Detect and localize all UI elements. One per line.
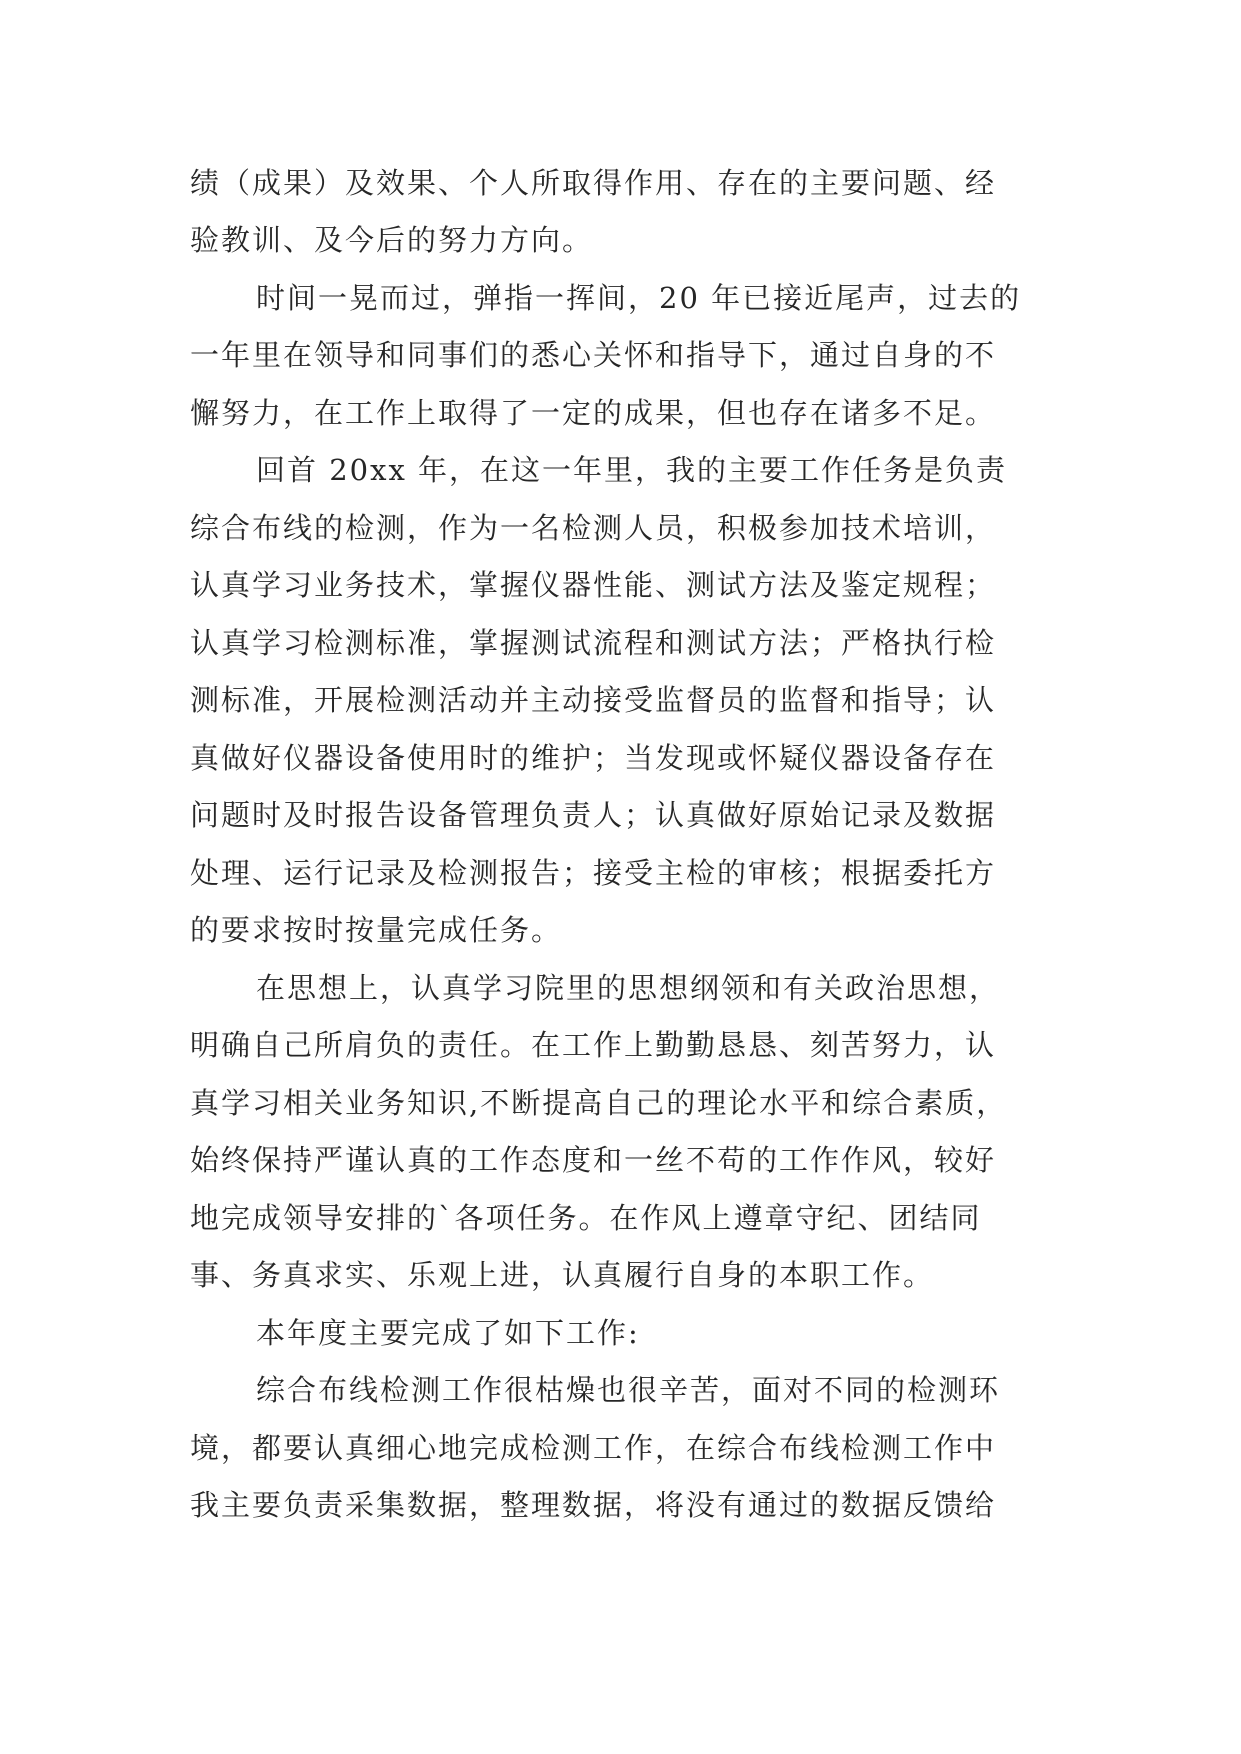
text-line: 始终保持严谨认真的工作态度和一丝不苟的工作作风，较好 [190,1143,997,1177]
text-line: 验教训、及今后的努力方向。 [190,223,594,257]
text-line: 回首 20xx 年，在这一年里，我的主要工作任务是负责 [256,453,1008,487]
text-line: 综合布线的检测，作为一名检测人员，积极参加技术培训， [190,511,997,545]
text-line: 真学习相关业务知识,不断提高自己的理论水平和综合素质， [190,1086,1008,1120]
text-line: 本年度主要完成了如下工作: [256,1316,640,1350]
text-line: 认真学习检测标准，掌握测试流程和测试方法；严格执行检 [190,626,997,660]
text-line: 问题时及时报告设备管理负责人；认真做好原始记录及数据 [190,798,997,832]
text-line: 懈努力，在工作上取得了一定的成果，但也存在诸多不足。 [190,396,997,430]
text-line: 事、务真求实、乐观上进，认真履行自身的本职工作。 [190,1258,935,1292]
text-line: 境，都要认真细心地完成检测工作，在综合布线检测工作中 [190,1431,997,1465]
text-line: 处理、运行记录及检测报告；接受主检的审核；根据委托方 [190,856,997,890]
text-line: 在思想上，认真学习院里的思想纲领和有关政治思想， [256,971,1001,1005]
text-line: 测标准，开展检测活动并主动接受监督员的监督和指导；认 [190,683,997,717]
text-line: 我主要负责采集数据，整理数据，将没有通过的数据反馈给 [190,1488,997,1522]
text-line: 真做好仪器设备使用时的维护；当发现或怀疑仪器设备存在 [190,741,997,775]
text-line: 的要求按时按量完成任务。 [190,913,563,947]
text-line: 一年里在领导和同事们的悉心关怀和指导下，通过自身的不 [190,338,997,372]
text-line: 综合布线检测工作很枯燥也很辛苦，面对不同的检测环 [256,1373,1001,1407]
text-line: 明确自己所肩负的责任。在工作上勤勤恳恳、刻苦努力，认 [190,1028,997,1062]
text-line: 认真学习业务技术，掌握仪器性能、测试方法及鉴定规程； [190,568,997,602]
text-line: 地完成领导安排的`各项任务。在作风上遵章守纪、团结同 [190,1201,982,1235]
text-line: 时间一晃而过，弹指一挥间，20 年已接近尾声，过去的 [256,281,1022,315]
text-line: 绩（成果）及效果、个人所取得作用、存在的主要问题、经 [190,166,997,200]
